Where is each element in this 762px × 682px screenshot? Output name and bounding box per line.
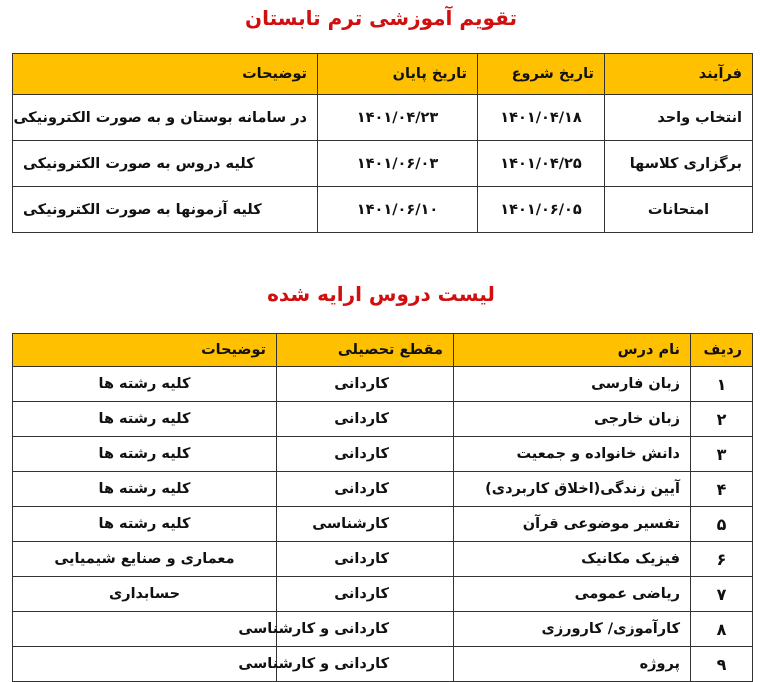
start-date-cell: ۱۴۰۱/۰۴/۱۸: [478, 95, 605, 141]
table-row: [13, 367, 753, 402]
row-number-cell: ۱: [691, 367, 753, 402]
course-name-cell: زبان خارجی: [454, 402, 691, 437]
header-course-name: نام درس: [454, 334, 691, 367]
description-cell: معماری و صنایع شیمیایی: [13, 542, 277, 577]
table-row: [13, 647, 753, 682]
table-row: [13, 577, 753, 612]
description-cell: حسابداری: [13, 577, 277, 612]
course-name-cell: زبان فارسی: [454, 367, 691, 402]
row-number-cell: ۶: [691, 542, 753, 577]
end-date-cell: ۱۴۰۱/۰۶/۰۳: [318, 141, 478, 187]
course-name-cell: تفسیر موضوعی قرآن: [454, 507, 691, 542]
row-number-cell: ۲: [691, 402, 753, 437]
table-row: [13, 437, 753, 472]
header-description: توضیحات: [13, 54, 318, 95]
degree-cell: کاردانی و کارشناسی: [277, 612, 454, 647]
table-row: [13, 187, 753, 233]
table-row: [13, 612, 753, 647]
row-number-cell: ۴: [691, 472, 753, 507]
header-end-date: تاریخ پایان: [318, 54, 478, 95]
courses-header-row: [13, 334, 753, 367]
calendar-table: [12, 53, 753, 233]
header-start-date: تاریخ شروع: [478, 54, 605, 95]
description-cell: کلیه رشته ها: [13, 472, 277, 507]
degree-cell: کاردانی: [277, 437, 454, 472]
calendar-title: تقویم آموزشی ترم تابستان: [245, 6, 517, 30]
course-name-cell: کارآموزی/ کارورزی: [454, 612, 691, 647]
table-row: [13, 542, 753, 577]
table-row: [13, 507, 753, 542]
course-name-cell: ریاضی عمومی: [454, 577, 691, 612]
header-description: توضیحات: [13, 334, 277, 367]
table-row: [13, 95, 753, 141]
header-degree: مقطع تحصیلی: [277, 334, 454, 367]
degree-cell: کاردانی: [277, 472, 454, 507]
description-cell: کلیه آزمونها به صورت الکترونیکی: [13, 187, 318, 233]
course-name-cell: آیین زندگی(اخلاق کاربردی): [454, 472, 691, 507]
description-cell: کلیه رشته ها: [13, 367, 277, 402]
table-row: [13, 472, 753, 507]
description-cell: کلیه رشته ها: [13, 507, 277, 542]
start-date-cell: ۱۴۰۱/۰۶/۰۵: [478, 187, 605, 233]
start-date-cell: ۱۴۰۱/۰۴/۲۵: [478, 141, 605, 187]
header-row-number: ردیف: [691, 334, 753, 367]
description-cell: [13, 647, 277, 682]
degree-cell: کاردانی: [277, 577, 454, 612]
row-number-cell: ۸: [691, 612, 753, 647]
process-cell: برگزاری کلاسها: [605, 141, 753, 187]
description-cell: کلیه دروس به صورت الکترونیکی: [13, 141, 318, 187]
description-cell: کلیه رشته ها: [13, 437, 277, 472]
degree-cell: کارشناسی: [277, 507, 454, 542]
table-row: [13, 141, 753, 187]
degree-cell: کاردانی و کارشناسی: [277, 647, 454, 682]
row-number-cell: ۷: [691, 577, 753, 612]
degree-cell: کاردانی: [277, 402, 454, 437]
courses-title: لیست دروس ارایه شده: [267, 282, 495, 306]
row-number-cell: ۹: [691, 647, 753, 682]
courses-table: [12, 333, 753, 682]
process-cell: انتخاب واحد: [605, 95, 753, 141]
course-name-cell: فیزیک مکانیک: [454, 542, 691, 577]
row-number-cell: ۵: [691, 507, 753, 542]
calendar-header-row: [13, 54, 753, 95]
header-process: فرآیند: [605, 54, 753, 95]
degree-cell: کاردانی: [277, 367, 454, 402]
degree-cell: کاردانی: [277, 542, 454, 577]
course-name-cell: پروژه: [454, 647, 691, 682]
description-cell: در سامانه بوستان و به صورت الکترونیکی: [13, 95, 318, 141]
end-date-cell: ۱۴۰۱/۰۶/۱۰: [318, 187, 478, 233]
table-row: [13, 402, 753, 437]
description-cell: کلیه رشته ها: [13, 402, 277, 437]
course-name-cell: دانش خانواده و جمعیت: [454, 437, 691, 472]
row-number-cell: ۳: [691, 437, 753, 472]
end-date-cell: ۱۴۰۱/۰۴/۲۳: [318, 95, 478, 141]
description-cell: [13, 612, 277, 647]
process-cell: امتحانات: [605, 187, 753, 233]
